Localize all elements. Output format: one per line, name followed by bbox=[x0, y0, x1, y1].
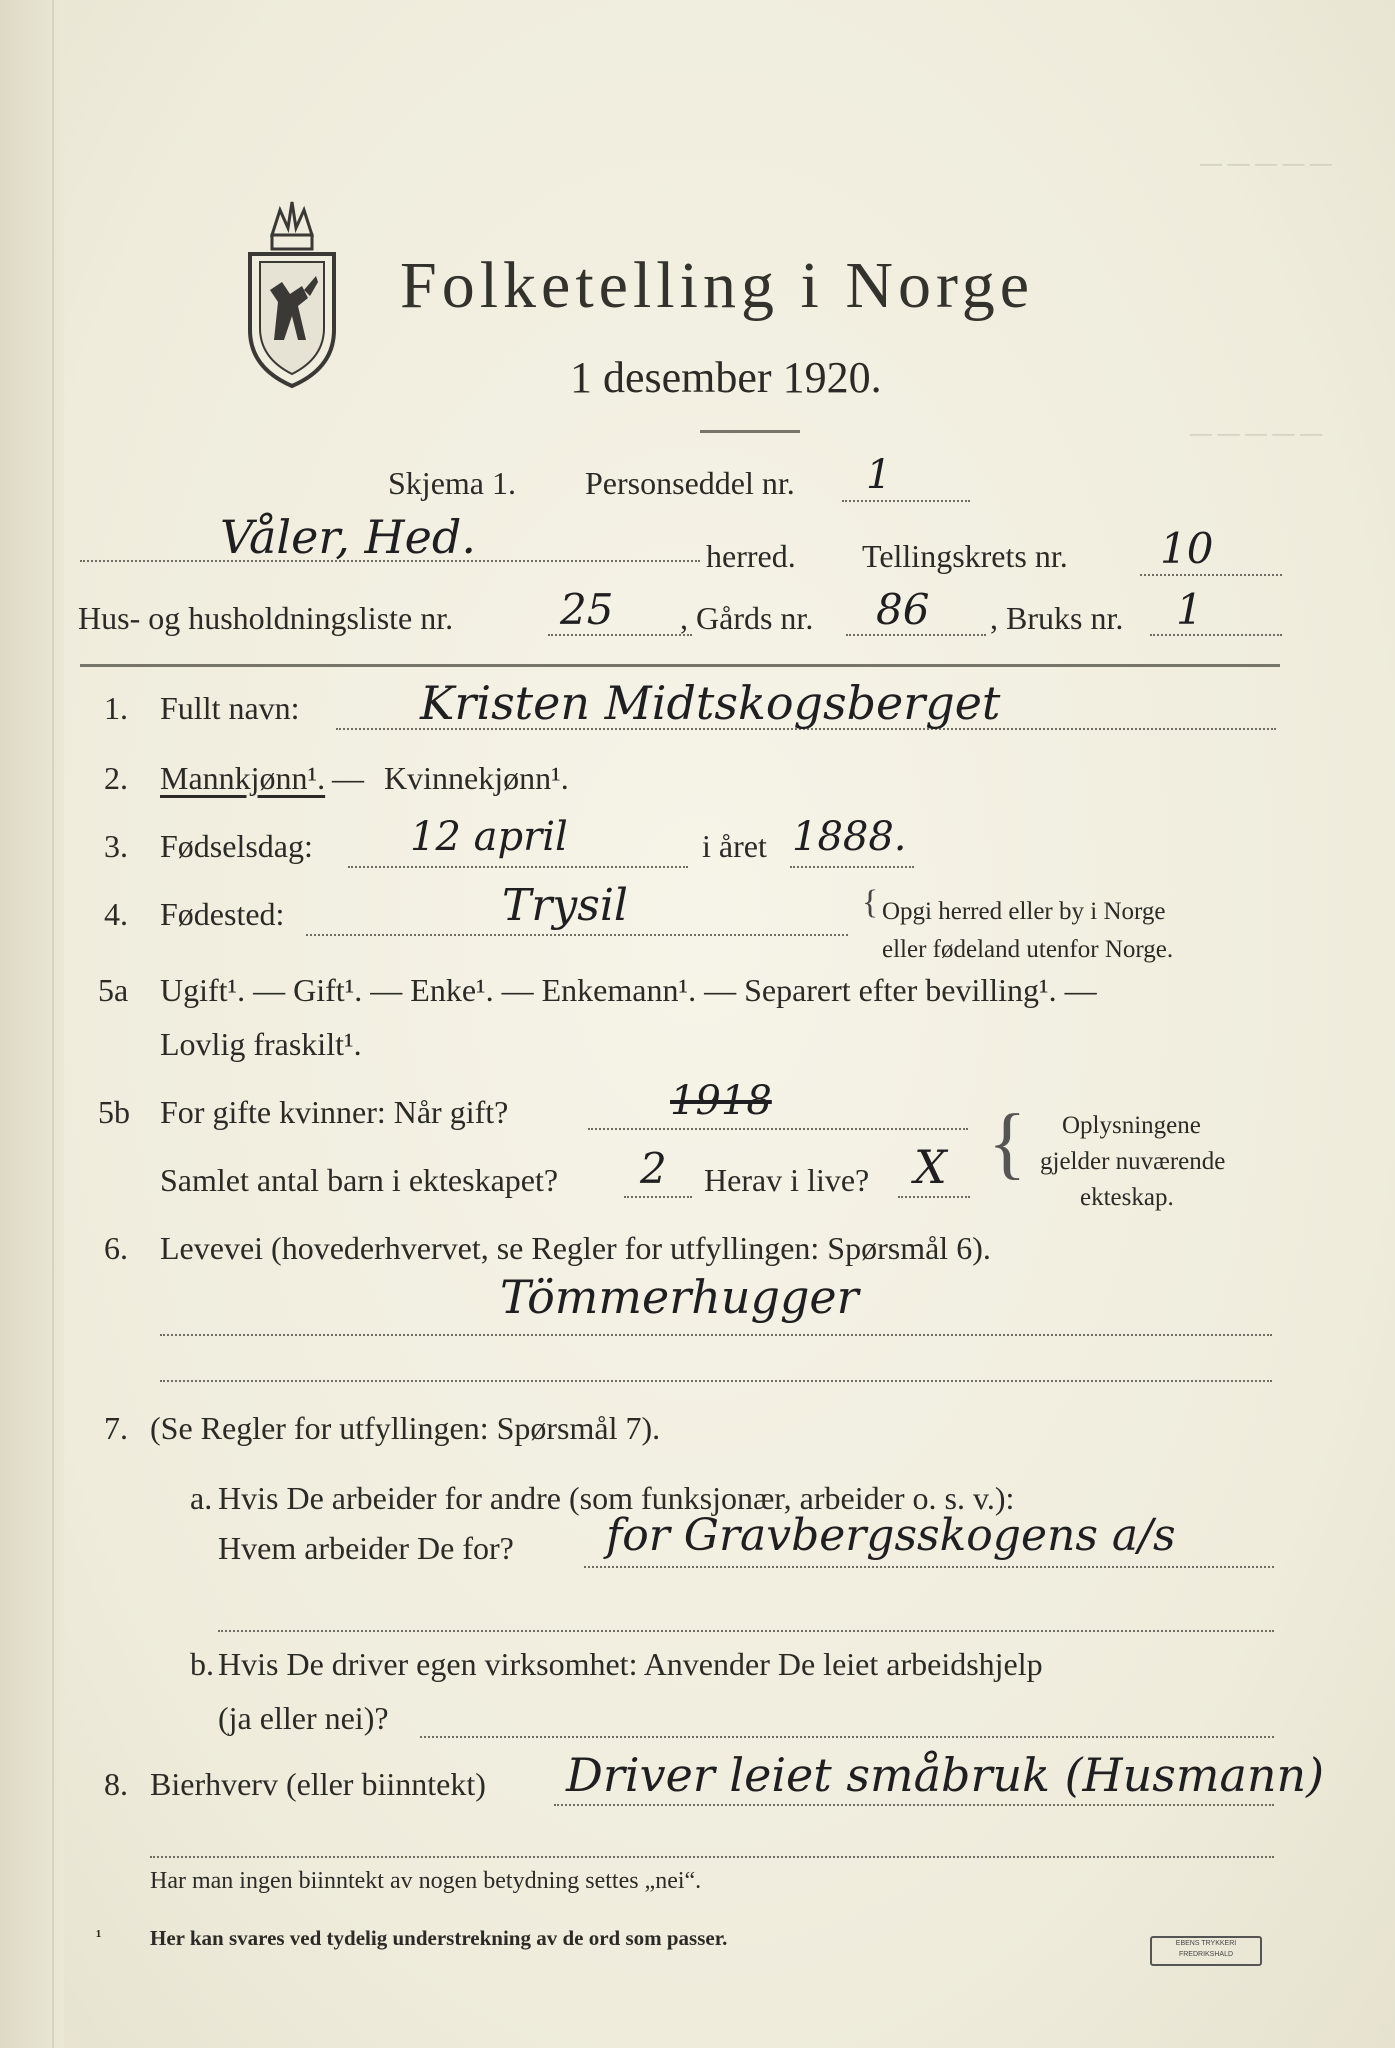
birthplace-field-line bbox=[306, 934, 848, 936]
self-employed-field-line bbox=[420, 1736, 1274, 1738]
married-when-value[interactable]: 1918 bbox=[670, 1078, 772, 1124]
husliste-value[interactable]: 25 bbox=[560, 585, 614, 634]
employer-question-line1: Hvis De arbeider for andre (som funksjonær, arbeider o. s. v.): bbox=[218, 1480, 1015, 1516]
side-income-field-line-2 bbox=[150, 1856, 1274, 1858]
employer-value[interactable]: for Gravbergsskogens a/s bbox=[606, 1510, 1176, 1561]
children-alive-value[interactable]: X bbox=[914, 1140, 947, 1194]
herred-value[interactable]: Våler, Hed. bbox=[220, 510, 476, 564]
printer-stamp-line1: EBENS TRYKKERI bbox=[1175, 1940, 1237, 1947]
norwegian-coat-of-arms-icon bbox=[232, 190, 352, 395]
birthplace-note-line1: Opgi herred eller by i Norge bbox=[882, 898, 1166, 925]
side-income-value[interactable]: Driver leiet småbruk (Husmann) bbox=[566, 1748, 1325, 1802]
marriage-note-line1: Oplysningene bbox=[1062, 1112, 1201, 1139]
side-income-label: Bierhverv (eller biinntekt) bbox=[150, 1766, 486, 1802]
side-income-field-line bbox=[554, 1804, 1274, 1806]
sex-male-option[interactable]: Mannkjønn¹. bbox=[160, 760, 326, 796]
birthyear-label: i året bbox=[702, 828, 767, 864]
bruks-field-line bbox=[1150, 634, 1282, 636]
children-count-label: Samlet antal barn i ekteskapet? bbox=[160, 1162, 559, 1198]
question-number: 5b bbox=[98, 1094, 130, 1130]
footnote-mark: ¹ bbox=[96, 1926, 102, 1946]
question-number: 2. bbox=[104, 760, 128, 796]
children-alive-field-line bbox=[898, 1196, 970, 1198]
children-count-value[interactable]: 2 bbox=[640, 1144, 667, 1193]
tellingskrets-label: Tellingskrets nr. bbox=[862, 538, 1068, 574]
section-divider bbox=[80, 664, 1280, 667]
occupation-field-line bbox=[160, 1334, 1272, 1336]
question-number: 8. bbox=[104, 1766, 128, 1802]
bruks-value[interactable]: 1 bbox=[1176, 585, 1203, 634]
employment-section-label: (Se Regler for utfyllingen: Spørsmål 7). bbox=[150, 1410, 661, 1446]
birthplace-value[interactable]: Trysil bbox=[502, 880, 628, 931]
printer-stamp bbox=[1150, 1936, 1262, 1966]
personseddel-value[interactable]: 1 bbox=[866, 452, 892, 498]
birthdate-field-line bbox=[348, 866, 688, 868]
marital-status-options-cont[interactable]: Lovlig fraskilt¹. bbox=[160, 1026, 362, 1062]
marriage-note-line3: ekteskap. bbox=[1080, 1184, 1174, 1211]
birthyear-field-line bbox=[790, 866, 914, 868]
husliste-label: Hus- og husholdningsliste nr. bbox=[78, 600, 454, 636]
printer-stamp-line2: FREDRIKSHALD bbox=[1178, 1951, 1234, 1958]
marriage-note-line2: gjelder nuværende bbox=[1040, 1148, 1226, 1175]
tellingskrets-value[interactable]: 10 bbox=[1160, 524, 1214, 573]
self-employed-question-line1: Hvis De driver egen virksomhet: Anvender De leiet arbeidshjelp bbox=[218, 1646, 1043, 1682]
birthyear-value[interactable]: 1888. bbox=[792, 814, 907, 860]
married-when-field-line bbox=[588, 1128, 968, 1130]
birthplace-label: Fødested: bbox=[160, 896, 285, 932]
full-name-label: Fullt navn: bbox=[160, 690, 300, 726]
employer-field-line-2 bbox=[218, 1630, 1274, 1632]
note-brace: { bbox=[988, 1099, 1027, 1187]
employer-field-line bbox=[584, 1566, 1274, 1568]
sex-female-option[interactable]: Kvinnekjønn¹. bbox=[384, 760, 569, 796]
bleed-through: — — — — — bbox=[1200, 150, 1332, 175]
birthdate-label: Fødselsdag: bbox=[160, 828, 313, 864]
marital-status-options[interactable]: Ugift¹. — Gift¹. — Enke¹. — Enkemann¹. — Separert efter bevilling¹. — bbox=[160, 972, 1097, 1008]
birthdate-value[interactable]: 12 april bbox=[410, 814, 568, 860]
footnote-text: Her kan svares ved tydelig understrekning av de ord som passer. bbox=[150, 1926, 728, 1950]
tellingskrets-field-line bbox=[1140, 574, 1282, 576]
occupation-field-line-2 bbox=[160, 1380, 1272, 1382]
note-brace: { bbox=[862, 884, 879, 921]
married-when-label: For gifte kvinner: Når gift? bbox=[160, 1094, 509, 1130]
question-number: 5a bbox=[98, 972, 129, 1008]
gards-value[interactable]: 86 bbox=[876, 585, 930, 634]
birthplace-note-line2: eller fødeland utenfor Norge. bbox=[882, 936, 1174, 963]
full-name-value[interactable]: Kristen Midtskogsberget bbox=[420, 676, 1001, 730]
bruks-label: , Bruks nr. bbox=[990, 600, 1124, 636]
question-number: 4. bbox=[104, 896, 128, 932]
census-date: 1 desember 1920. bbox=[570, 353, 882, 402]
page-title: Folketelling i Norge bbox=[400, 249, 1035, 322]
children-alive-label: Herav i live? bbox=[704, 1162, 870, 1198]
paper-edge bbox=[0, 0, 64, 2048]
herred-label: herred. bbox=[706, 538, 796, 574]
sex-separator: — bbox=[332, 760, 364, 796]
question-number: 7. bbox=[104, 1410, 128, 1446]
subquestion-letter: b. bbox=[190, 1646, 214, 1682]
husliste-field-line bbox=[548, 634, 692, 636]
personseddel-field-line bbox=[842, 500, 970, 502]
title-divider bbox=[700, 430, 800, 433]
bleed-through: — — — — — bbox=[1190, 420, 1322, 445]
question-number: 3. bbox=[104, 828, 128, 864]
gards-label: , Gårds nr. bbox=[680, 600, 814, 636]
footer-note: Har man ingen biinntekt av nogen betydning settes „nei“. bbox=[150, 1868, 702, 1894]
children-count-field-line bbox=[624, 1196, 692, 1198]
gards-field-line bbox=[846, 634, 986, 636]
personseddel-label: Personseddel nr. bbox=[585, 465, 795, 501]
employer-question-line2: Hvem arbeider De for? bbox=[218, 1530, 514, 1566]
occupation-label: Levevei (hovederhvervet, se Regler for utfyllingen: Spørsmål 6). bbox=[160, 1230, 991, 1266]
paper-fold bbox=[52, 0, 54, 2048]
skjema-label: Skjema 1. bbox=[388, 465, 516, 501]
question-number: 6. bbox=[104, 1230, 128, 1266]
self-employed-question-line2: (ja eller nei)? bbox=[218, 1700, 389, 1736]
subquestion-letter: a. bbox=[190, 1480, 213, 1516]
occupation-value[interactable]: Tömmerhugger bbox=[500, 1270, 859, 1324]
question-number: 1. bbox=[104, 690, 128, 726]
